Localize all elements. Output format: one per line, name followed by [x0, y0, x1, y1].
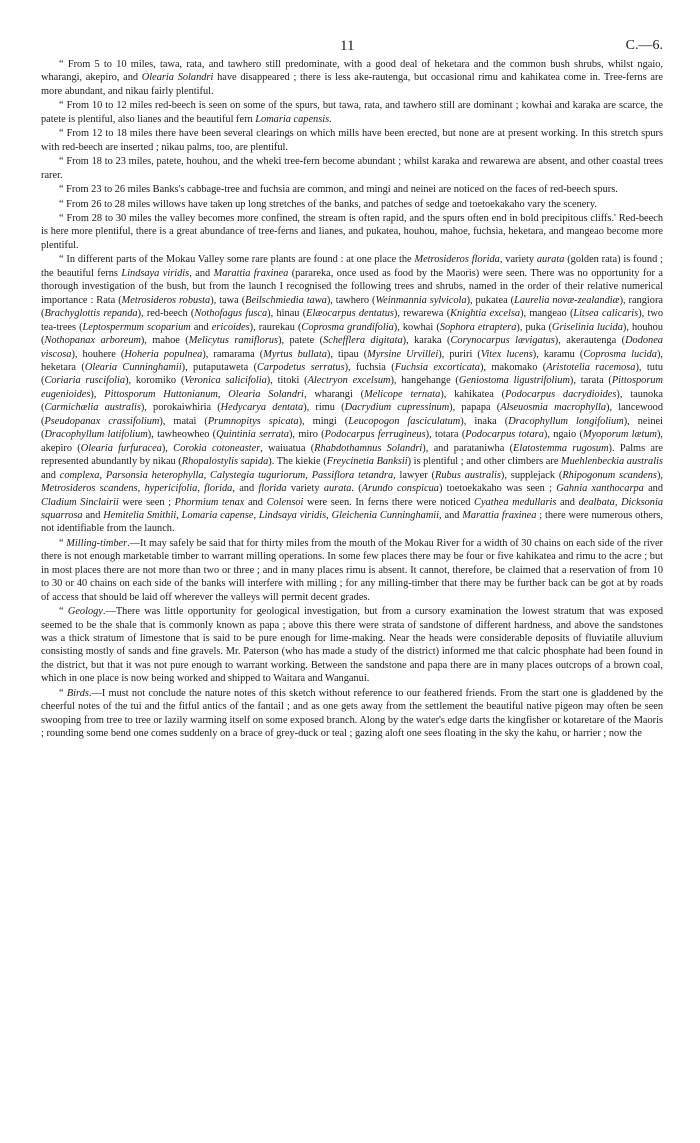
- paragraph-26-28-miles: “ From 26 to 28 miles willows have taken up long stretches of the banks, and patches of sedge and toetoekakaho vary the scenery.: [59, 198, 597, 210]
- paragraph-5-10-miles: “ From 5 to 10 miles, tawa, rata, and tawhero still predominate, with a good deal of heketara and the common bush shrubs, whilst ngaio, wharangi, akepiro, and Olearia Solandri have disappeared ; there is less ake-rautenga, but occasional rimu and kahikatea come in. Tree-ferns are more abundant, and nikau fairly plentiful.: [41, 59, 663, 97]
- paragraph-birds: “ Birds.—I must not conclude the nature notes of this sketch without reference to our feathered friends. From the start one is gladdened by the cheerful notes of the tui and the fitful antics of the fantail ; and as one gets away from the settlement the beautiful native pigeon may often be seen swooping from tree to tree or lazily warming itself on some exposed branch. Along by the water's edge darts the kingfisher or kotaretare of the Maoris ; rounding some bend one comes suddenly on a brace of grey-duck or teal ; gazing aloft one sees floating in the sky the kahu, or harrier ; now the: [41, 687, 663, 740]
- paragraph-12-18-miles: “ From 12 to 18 miles there have been several clearings on which mills have been erected, but none are at present working. In this stretch spurs with red-beech are inserted ; nikau palms, too, are plentiful.: [41, 128, 663, 153]
- page-header: [41, 0, 663, 58]
- paragraph-23-26-miles: “ From 23 to 26 miles Banks's cabbage-tree and fuchsia are common, and mingi and neinei are noticed on the faces of red-beech spurs.: [59, 184, 618, 196]
- body-text: [41, 58, 663, 741]
- paragraph-10-12-miles: “ From 10 to 12 miles red-beech is seen on some of the spurs, but tawa, rata, and tawhero still are dominant ; kowhai and karaka are scarce, the patete is plentiful, also lianes and the beautiful fern Lomaria capensis.: [41, 100, 663, 125]
- paragraph-18-23-miles: “ From 18 to 23 miles, patete, houhou, and the wheki tree-fern become abundant ; whilst karaka and rewarewa are absent, and other coastal trees rarer.: [41, 156, 663, 181]
- document-code: C.—6.: [625, 38, 663, 53]
- paragraph-milling-timber: “ Milling-timber.—It may safely be said that for thirty miles from the mouth of the Mokau River for a width of 30 chains on each side of the river there is not enough marketable timber to warrant milling operations. In some few places there may be four or five kahikatea and rimu to the acre ; but in most places there are not more than two or three ; and in many places rimu is absent. It cannot, therefore, be claimed that a reservation of from 10 to 30 or 40 chains on each side of the banks will interfere with milling ; for any milling-timber that there may be further back can be got at by roads of access that should be laid off wherever the valleys will permit decent grades.: [41, 537, 663, 603]
- page-number: 11: [340, 38, 355, 54]
- paragraph-rare-plants: “ In different parts of the Mokau Valley some rare plants are found : at one place the Metrosideros florida, variety aurata (golden rata) is found ; the beautiful ferns Lindsaya viridis, and Marattia fraxinea (parareka, once used as food by the Maoris) were seen. There was no opportunity for a thorough investigation of the bush, but from the launch I recognised the following trees and shrubs, named in the order of their relative numerical importance : Rata (Metrosideros robusta), tawa (Beilschmiedia tawa), tawhero (Weinmannia sylvicola), pukatea (Laurelia novæ-zealandiæ), rangiora (Brachyglottis repanda), red-beech (Nothofagus fusca), hinau (Elæocarpus dentatus), rewarewa (Knightia excelsa), mangeao (Litsea calicaris), two tea-trees (Leptospermum scoparium and ericoides), raurekau (Coprosma grandifolia), kowhai (Sophora etraptera), puka (Griselinia lucida), houhou (Nothopanax arboreum), mahoe (Melicytus ramiflorus), patete (Schefflera digitata), karaka (Corynocarpus lævigatus), akerautenga (Dodonea viscosa), houhere (Hoheria populnea), ramarama (Myrtus bullata), tipau (Myrsine Urvillei), puriri (Vitex lucens), karamu (Coprosma lucida), heketara (Olearia Cunninghamii), putaputaweta (Carpodetus serratus), fuchsia (Fuchsia excorticata), makomako (Aristotelia racemosa), tutu (Coriaria ruscifolia), koromiko (Veronica salicifolia), titoki (Alectryon excelsum), hangehange (Geniostoma ligustrifolium), tarata (Pittosporum eugenioides), Pittosporum Huttonianum, Olearia Solandri, wharangi (Melicope ternata), kahikatea (Podocarpus dacrydioides), taunoka (Carmichælia australis), porokaiwhiria (Hedycarya dentata), rimu (Dacrydium cupressinum), papapa (Alseuosmia macrophylla), lancewood (Pseudopanax crassifolium), matai (Prumnopitys spicata), mingi (Leucopogon fasciculatum), inaka (Dracophyllum longifolium), neinei (Dracophyllum latifolium), tawheowheo (Quintinia serrata), miro (Podocarpus ferrugineus), totara (Podocarpus totara), ngaio (Myoporum lætum), akepiro (Olearia furfuracea), Corokia cotoneaster, waiuatua (Rhabdothamnus Solandri), and parataniwha (Elatostemma rugosum). Palms are represented abundantly by nikau (Rhopalostylis sapida). The kiekie (Freycinetia Banksii) is plentiful ; and other climbers are Muehlenbeckia australis and complexa, Parsonsia heterophylla, Calystegia tuguriorum, Passiflora tetandra, lawyer (Rubus australis), supplejack (Rhipogonum scandens), Metrosideros scandens, hypericifolia, florida, and florida variety aurata. (Arundo conspicua) toetoekakaho was seen ; Gahnia xanthocarpa and Cladium Sinclairii were seen ; Phormium tenax and Colensoi were seen. In ferns there were noticed Cyathea medullaris and dealbata, Dicksonia squarrosa and Hemitelia Smithii, Lomaria capense, Lindsaya viridis, Gleichenia Cunninghamii, and Marattia fraxinea ; there were numerous others, not identifiable from the launch.: [41, 254, 664, 535]
- paragraph-geology: “ Geology.—There was little opportunity for geological investigation, but from a cursory examination the lowest stratum that was exposed seemed to be the shale that is commonly known as papa ; above this there were strata of sandstone of different hardness, and above the sandstones was a thick stratum of limestone that is said to be pure enough for lime-making. Near the heads were considerable deposits of fluviatile alluvium consisting mostly of sands and fine gravels. Mr. Paterson (who has made a study of the district) informed me that calcic phosphate had been found in the district, but that it was not pure enough to warrant working. Between the sandstone and papa there are in many places outcrops of a brown coal, which in one place is now being worked and shipped to Waitara and Wanganui.: [41, 606, 663, 685]
- paragraph-28-30-miles: “ From 28 to 30 miles the valley becomes more confined, the stream is often rapid, and the spurs often end in bold precipitous cliffs.' Red-beech is here more plentiful, there is a great abundance of tree-ferns and lianes, and pukatea, houhou, mahoe, fuchsia, heketara, and mangeao become more plentiful.: [41, 212, 663, 251]
